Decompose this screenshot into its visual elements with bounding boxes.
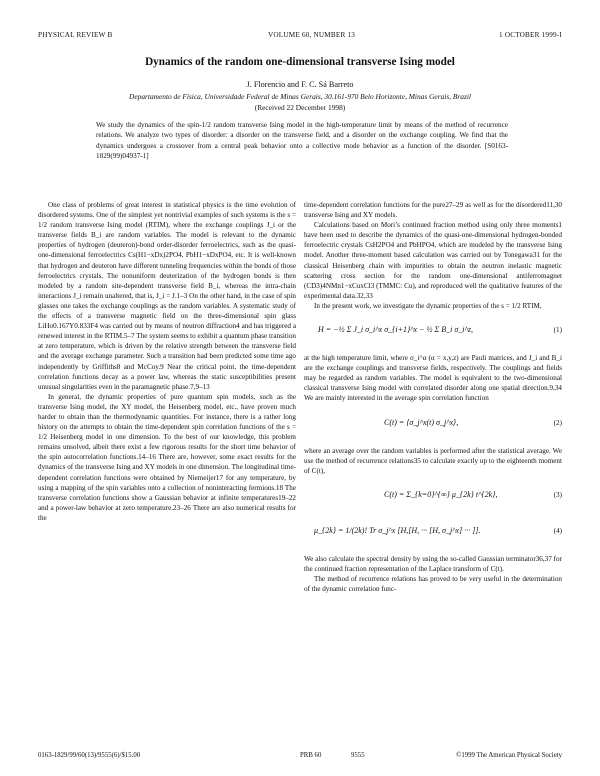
received-date: (Received 22 December 1998) <box>254 103 346 112</box>
equation-number: (2) <box>553 418 562 427</box>
issue-date: 1 OCTOBER 1999-I <box>499 31 562 39</box>
volume-number: VOLUME 60, NUMBER 13 <box>268 31 356 39</box>
equation-expression: C(t) = Σ_{k=0}^{∞} μ_{2k} t^{2k}, <box>384 489 498 499</box>
paragraph: Calculations based on Mori’s continued fraction method using only three moments1 have been used to describe the dynamics of the quasi-one-dimensional hydrogen-bonded ferroelectric crystals CsH2PO4 and PbHPO4, which are modeled by the transverse Ising model. Another three-moment based calculation was carried out by Tonegawa31 for the classical Heisenberg chain with impurities to obtain the neutron inelastic magnetic scattering cross section for the random one-dimensional antiferromagnet (CD3)4NMn1−xCuxCl3 (TMMC: Cu), and reproduced well the qualitative features of the experimental data.32,33 <box>304 221 562 300</box>
paragraph: We also calculate the spectral density by using the so-called Gaussian terminator36,37 for the continued fraction representation of the Laplace transform of C(t). <box>304 554 562 573</box>
equation-expression: C(t) = ⟨σ_j^x(t) σ_j^x⟩, <box>384 417 459 427</box>
equation-3 <box>304 482 562 512</box>
paragraph: In the present work, we investigate the dynamic properties of the s = 1/2 RTIM, <box>314 301 542 310</box>
page-number: 9555 <box>351 752 365 759</box>
equation-number: (4) <box>553 526 562 535</box>
equation-number: (3) <box>553 490 562 499</box>
paragraph: time-dependent correlation functions for the pure27–29 as well as for the disordered11,30 transverse Ising and XY models. <box>304 201 562 220</box>
paragraph: at the high temperature limit, where σ_i^α (α = x,y,z) are Pauli matrices, and J_i and B_i are the exchange couplings and transverse fields, respectively. The couplings and fields may be regarded as random variables. The model is equivalent to the two-dimensional classical transverse Ising model with correlated disorder along one spatial direction.9,34 We are mainly interested in the average spin correlation function <box>304 354 562 403</box>
equation-1 <box>304 317 562 347</box>
equation-4 <box>304 518 562 548</box>
right-column <box>304 200 562 594</box>
affiliation: Departamento de Física, Universidade Federal de Minas Gerais, 30.161-970 Belo Horizonte, Minas Gerais, Brazil <box>129 92 471 101</box>
equation-expression: μ_{2k} = 1/(2k)! Tr σ_j^x [H,[H, ··· [H, σ_j^x] ··· ]]. <box>314 525 481 535</box>
paper-title: Dynamics of the random one-dimensional transverse Ising model <box>145 56 455 68</box>
authors: J. Florencio and F. C. Sá Barreto <box>246 80 354 89</box>
journal-volume: PRB 60 <box>300 752 322 759</box>
running-header <box>38 31 562 43</box>
paragraph: where an average over the random variables is performed after the statistical average. We use the method of recurrence relations35 to calculate exactly up to the eighteenth moment of C(t), <box>304 446 562 475</box>
paragraph: One class of problems of great interest in statistical physics is the time evolution of disordered systems. One of the simplest yet nontrivial examples of such systems is the s = 1/2 random transverse Ising model (RTIM), where the exchange couplings J_i or the transverse fields B_i are random variables. The model is relevant to the dynamic properties of hydrogen (deuteron)-bond order-disorder ferroelectrics, such as the quasi-one-dimensional ferroelectrics Cs(H1−xDx)2PO4, PbH1−xDxPO4, etc. It is well-known that hydrogen and deuteron have different tunneling frequencies within the bonds of those ferroelectrics crystals. The nonuniform deuterization of the hydrogen bonds is then modeled by a random site-dependent transverse field B_i, whereas the intra-chain interactions J_i remain unaltered, that is, J_i = J.1–3 On the other hand, in the case of spin glasses one takes the exchange couplings as the random variables. A systematic study of the effects of a transverse magnetic field on the three-dimensional spin glass LiHo0.167Y0.833F4 was carried out by means of neutron diffraction4 and has triggered a renewed interest in the RTIM.5–7 The system seems to exhibit a quantum phase transition at zero temperature, which is driven by the relative strength between the transverse field and the average exchange parameter. Such a transition had been predicted some time ago independently by Griffiths8 and McCoy.9 Near the critical point, the time-dependent correlation functions decay as a power law, whereas the static susceptibilities present unusual singularities even in the paramagnetic phase.7,9–13 <box>38 201 296 391</box>
left-column <box>38 200 296 523</box>
journal-name: PHYSICAL REVIEW B <box>38 31 113 39</box>
abstract: We study the dynamics of the spin-1/2 random transverse Ising model in the high-temperature limit by means of the method of recurrence relations. We analyze two types of disorder: a disorder on the transverse field, and a disorder on the exchange coupling. We find that the dynamics undergoes a crossover from a central peak behavior onto a collective mode behavior as a function of the disorder. [S0163-1829(99)04937-1] <box>96 121 508 161</box>
equation-number: (1) <box>553 326 562 335</box>
article-code: 0163-1829/99/60(13)/9555(6)/$15.00 <box>38 752 141 759</box>
paragraph: The method of recurrence relations has proved to be very useful in the determination of the dynamic correlation func- <box>304 574 562 594</box>
paragraph: In general, the dynamic properties of pure quantum spin models, such as the transverse Ising model, the XY model, the Heisenberg model, etc., have proven much harder to obtain than the thermodynamic quantities. For instance, there is a rather long history on the attempts to obtain the time-dependent spin correlation functions of the s = 1/2 Heisenberg model in one dimension. To the best of our knowledge, this problem remains unsolved, albeit there exist a few rigorous results for the short time behavior of the spin autocorrelation functions.14–16 There are, however, some exact results for the dynamics of the transverse Ising and XY models in one dimension. The longitudinal time-dependent correlation functions were obtained by Niemeijer17 for any temperature, by using a mapping of the spin variables onto a collection of noninteracting fermions.18 The transverse correlation functions show a Gaussian behavior at infinite temperatures19–22 and a power-law behavior at zero temperature.23–26 There are also numerical results for the <box>38 392 296 522</box>
copyright: ©1999 The American Physical Society <box>456 752 562 759</box>
page-footer <box>38 752 562 764</box>
equation-2 <box>304 410 562 440</box>
equation-expression: H = −½ Σ J_i σ_i^x σ_{i+1}^x − ½ Σ B_i σ_i^z, <box>318 325 474 335</box>
